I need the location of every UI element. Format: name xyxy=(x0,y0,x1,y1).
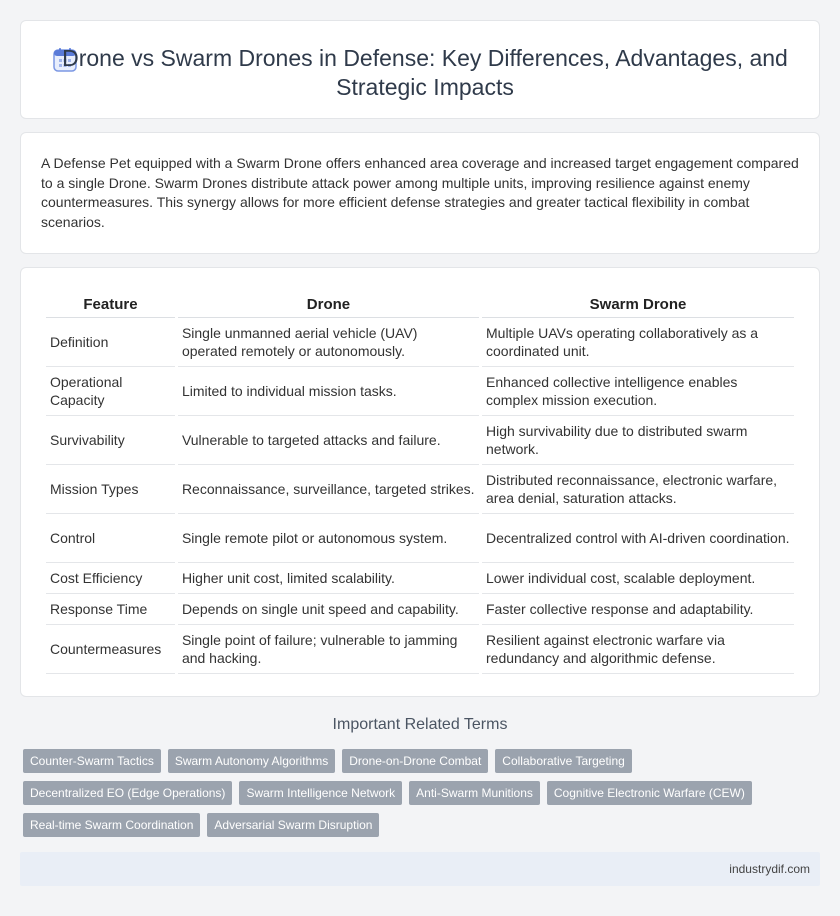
cell-drone: Single point of failure; vulnerable to jamming and hacking. xyxy=(178,625,479,674)
header-feature: Feature xyxy=(46,296,175,318)
cell-drone: Vulnerable to targeted attacks and failure. xyxy=(178,416,479,465)
intro-card xyxy=(20,132,820,254)
header-card xyxy=(20,20,820,119)
cell-swarm: Resilient against electronic warfare via redundancy and algorithmic defense. xyxy=(482,625,794,674)
header-swarm-drone: Swarm Drone xyxy=(482,296,794,318)
tag-link[interactable]: Real-time Swarm Coordination xyxy=(23,813,200,837)
cell-feature: Survivability xyxy=(46,416,175,465)
cell-drone: Reconnaissance, surveillance, targeted strikes. xyxy=(178,465,479,514)
cell-swarm: Enhanced collective intelligence enables complex mission execution. xyxy=(482,367,794,416)
cell-swarm: Multiple UAVs operating collaboratively as a coordinated unit. xyxy=(482,318,794,367)
tag-link[interactable]: Anti-Swarm Munitions xyxy=(409,781,540,805)
related-terms-title: Important Related Terms xyxy=(332,716,508,733)
related-terms-list xyxy=(23,749,813,845)
tag-link[interactable]: Cognitive Electronic Warfare (CEW) xyxy=(547,781,752,805)
tag-link[interactable]: Swarm Autonomy Algorithms xyxy=(168,749,335,773)
cell-drone: Depends on single unit speed and capability. xyxy=(178,594,479,625)
cell-swarm: Decentralized control with AI-driven coordination. xyxy=(482,514,794,563)
page-title: Drone vs Swarm Drones in Defense: Key Differences, Advantages, and Strategic Impacts xyxy=(62,45,788,100)
tag-link[interactable]: Adversarial Swarm Disruption xyxy=(207,813,379,837)
table-row xyxy=(46,563,794,594)
footer-bar xyxy=(20,852,820,886)
tag-link[interactable]: Drone-on-Drone Combat xyxy=(342,749,488,773)
footer-site-link[interactable]: industrydif.com xyxy=(729,862,810,876)
comparison-table xyxy=(43,296,797,674)
table-row xyxy=(46,416,794,465)
cell-drone: Limited to individual mission tasks. xyxy=(178,367,479,416)
intro-paragraph: A Defense Pet equipped with a Swarm Drone offers enhanced area coverage and increased target engagement compared to a single Drone. Swarm Drones distribute attack power among multiple units, improving resilience against enemy countermeasures. This synergy allows for more efficient defense strategies and greater tactical flexibility in combat scenarios. xyxy=(41,155,799,230)
cell-drone: Single unmanned aerial vehicle (UAV) operated remotely or autonomously. xyxy=(178,318,479,367)
cell-swarm: Lower individual cost, scalable deployment. xyxy=(482,563,794,594)
cell-swarm: High survivability due to distributed swarm network. xyxy=(482,416,794,465)
cell-feature: Countermeasures xyxy=(46,625,175,674)
table-row xyxy=(46,514,794,563)
cell-swarm: Faster collective response and adaptability. xyxy=(482,594,794,625)
cell-swarm: Distributed reconnaissance, electronic warfare, area denial, saturation attacks. xyxy=(482,465,794,514)
cell-feature: Control xyxy=(46,514,175,563)
table-row xyxy=(46,465,794,514)
tag-link[interactable]: Decentralized EO (Edge Operations) xyxy=(23,781,232,805)
table-row xyxy=(46,318,794,367)
cell-drone: Higher unit cost, limited scalability. xyxy=(178,563,479,594)
table-row xyxy=(46,625,794,674)
comparison-card xyxy=(20,267,820,697)
header-drone: Drone xyxy=(178,296,479,318)
tag-link[interactable]: Swarm Intelligence Network xyxy=(239,781,402,805)
cell-feature: Definition xyxy=(46,318,175,367)
cell-drone: Single remote pilot or autonomous system. xyxy=(178,514,479,563)
tag-link[interactable]: Counter-Swarm Tactics xyxy=(23,749,161,773)
tag-link[interactable]: Collaborative Targeting xyxy=(495,749,632,773)
table-header-row xyxy=(46,296,794,318)
cell-feature: Operational Capacity xyxy=(46,367,175,416)
cell-feature: Cost Efficiency xyxy=(46,563,175,594)
cell-feature: Response Time xyxy=(46,594,175,625)
cell-feature: Mission Types xyxy=(46,465,175,514)
table-row xyxy=(46,367,794,416)
table-row xyxy=(46,594,794,625)
